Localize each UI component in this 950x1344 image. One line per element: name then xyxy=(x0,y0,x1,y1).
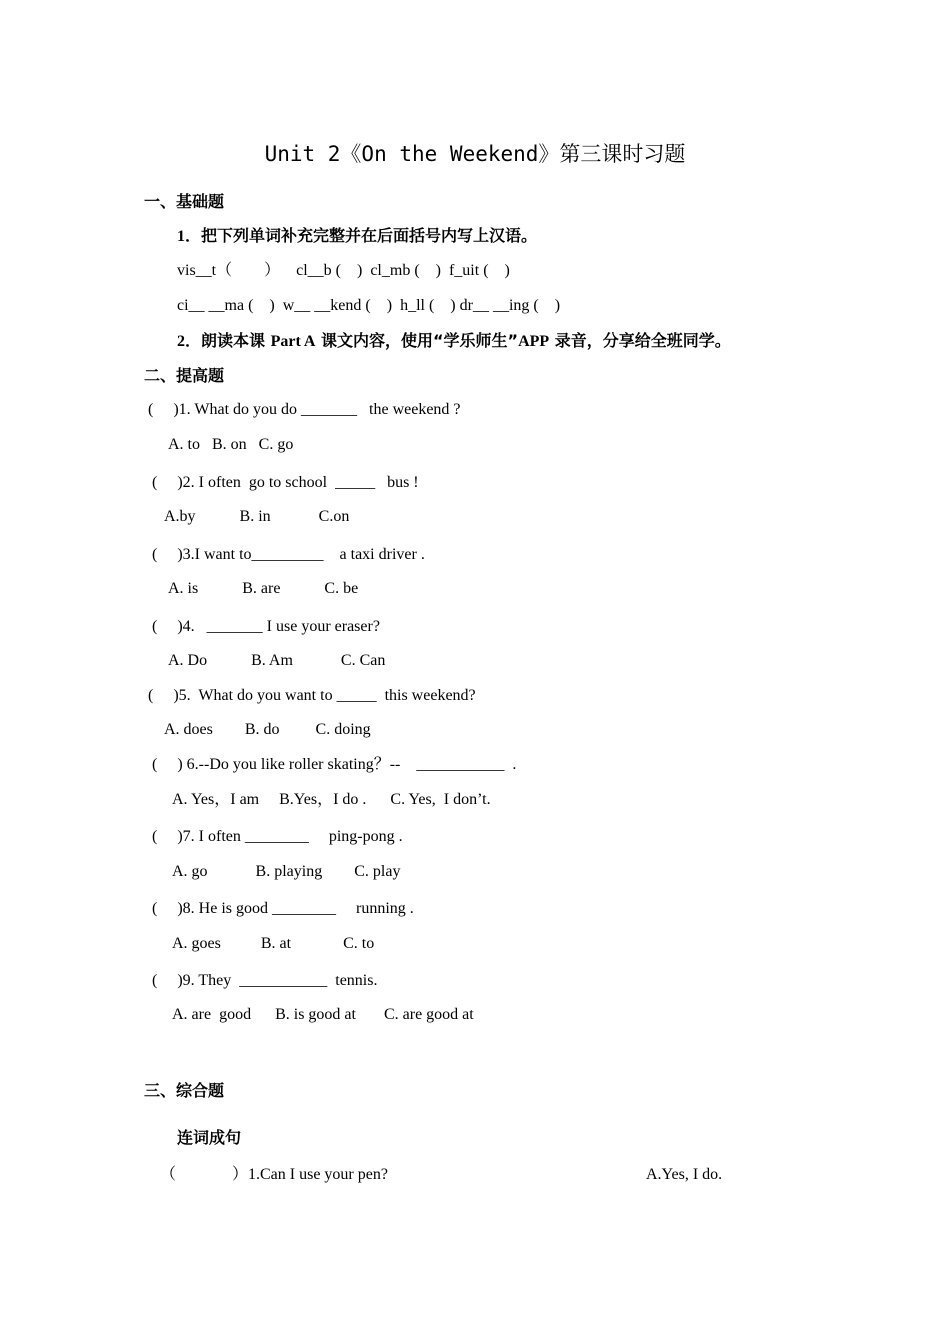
section3-subheading: 连词成句 xyxy=(177,1128,242,1147)
question-8: ( )8. He is good ________ running . xyxy=(152,900,414,917)
question-7: ( )7. I often ________ ping-pong . xyxy=(152,828,403,845)
section3-q1-answer: A.Yes, I do. xyxy=(646,1166,723,1183)
q1-number: 1． xyxy=(177,228,202,245)
section2-heading: 二、提高题 xyxy=(144,366,225,385)
page-title: Unit 2《On the Weekend》第三课时习题 xyxy=(264,142,686,166)
question-7-options: A. go B. playing C. play xyxy=(172,863,401,880)
q2-text-a: 朗读本课 xyxy=(201,331,271,350)
question-9-options: A. are good B. is good at C. are good at xyxy=(172,1006,474,1023)
question-6: ( ) 6.--Do you like roller skating？-- ___________ . xyxy=(152,756,517,773)
q2-text-b: Part A xyxy=(270,333,316,350)
word-row-2: ci__ __ma ( ) w__ __kend ( ) h_ll ( ) dr__ __ing ( ) xyxy=(177,297,561,314)
question-1-options: A. to B. on C. go xyxy=(168,436,294,453)
question-2-options: A.by B. in C.on xyxy=(164,508,350,525)
q1-instruction: 把下列单词补充完整并在后面括号内写上汉语。 xyxy=(201,226,538,245)
question-6-options: A. Yes，I am B.Yes，I do . C. Yes, I don’t. xyxy=(172,791,491,808)
section3-q1-text: 1.Can I use your pen? xyxy=(248,1166,388,1183)
question-8-options: A. goes B. at C. to xyxy=(172,935,375,952)
question-4: ( )4. _______ I use your eraser? xyxy=(152,618,380,635)
question-3: ( )3.I want to_________ a taxi driver . xyxy=(152,546,425,563)
q2-text-d: APP xyxy=(518,333,550,350)
section1-q1 xyxy=(177,226,537,247)
section3-q1-paren: （ ） xyxy=(160,1166,249,1183)
q2-text-c: 课文内容，使用“学乐师生” xyxy=(315,331,519,350)
question-9: ( )9. They ___________ tennis. xyxy=(152,972,378,989)
question-4-options: A. Do B. Am C. Can xyxy=(168,652,386,669)
question-5-options: A. does B. do C. doing xyxy=(164,721,371,738)
question-5: ( )5. What do you want to _____ this weekend? xyxy=(148,687,476,704)
question-1: ( )1. What do you do _______ the weekend ? xyxy=(148,401,461,418)
word-row-1: vis__t（ ） cl__b ( ) cl_mb ( ) f_uit ( ) xyxy=(177,262,510,279)
question-3-options: A. is B. are C. be xyxy=(168,580,359,597)
q2-number: 2． xyxy=(177,333,202,350)
q2-text-e: 录音，分享给全班同学。 xyxy=(549,331,731,350)
question-2: ( )2. I often go to school _____ bus ! xyxy=(152,474,419,491)
section1-heading: 一、基础题 xyxy=(144,192,225,211)
section1-q2 xyxy=(177,331,731,352)
section3-heading: 三、综合题 xyxy=(144,1081,225,1100)
